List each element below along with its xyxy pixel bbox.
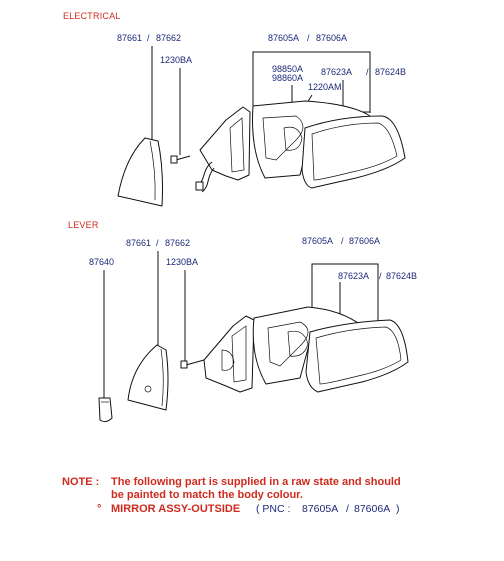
label-motor-b: 98860A	[272, 73, 304, 83]
screw-icon	[171, 156, 190, 163]
label-assy: 87605A	[302, 236, 334, 246]
base-bracket-electrical	[200, 107, 250, 180]
label-assy-alt: 87606A	[316, 33, 348, 43]
note-pnc-close: )	[396, 503, 400, 515]
label-motor-a: 98850A	[272, 64, 304, 74]
label-knob: 87640	[89, 257, 115, 267]
note-block	[62, 476, 401, 515]
label-slash: /	[366, 67, 369, 77]
label-slash: /	[341, 236, 344, 246]
base-bracket-lever	[204, 316, 254, 392]
note-label: NOTE :	[62, 476, 100, 488]
label-assy-alt: 87606A	[349, 236, 381, 246]
label-slash: /	[147, 33, 150, 43]
label-glass-alt: 87624B	[386, 271, 418, 281]
mirror-glass-lever	[306, 320, 408, 392]
label-slash: /	[156, 238, 159, 248]
label-cover: 87661	[117, 33, 143, 43]
label-slash: /	[307, 33, 310, 43]
label-glass-alt: 87624B	[375, 67, 407, 77]
label-glass: 87623A	[321, 67, 353, 77]
label-cover-alt: 87662	[156, 33, 182, 43]
mirror-glass-electrical	[302, 116, 405, 188]
section-title-electrical: ELECTRICAL	[63, 11, 121, 21]
note-line-2: be painted to match the body colour.	[111, 489, 303, 501]
label-slash: /	[379, 271, 382, 281]
label-glass: 87623A	[338, 271, 370, 281]
note-pnc-open: ( PNC :	[256, 503, 291, 515]
label-cover-alt: 87662	[165, 238, 191, 248]
cover-electrical	[118, 138, 163, 206]
note-line-1: The following part is supplied in a raw state and should	[111, 476, 401, 488]
note-pnc-2: 87606A	[354, 503, 391, 515]
section-title-lever: LEVER	[68, 220, 99, 230]
label-cover: 87661	[126, 238, 152, 248]
label-screw: 1230BA	[160, 55, 193, 65]
note-item: MIRROR ASSY-OUTSIDE	[111, 503, 241, 515]
label-assy: 87605A	[268, 33, 300, 43]
lever-knob	[99, 398, 112, 422]
note-bullet: °	[97, 503, 102, 515]
label-screw: 1230BA	[166, 257, 199, 267]
note-pnc-1: 87605A	[302, 503, 339, 515]
label-screw2: 1220AM	[308, 82, 342, 92]
screw-icon	[181, 360, 204, 368]
note-pnc-slash: /	[346, 503, 349, 515]
